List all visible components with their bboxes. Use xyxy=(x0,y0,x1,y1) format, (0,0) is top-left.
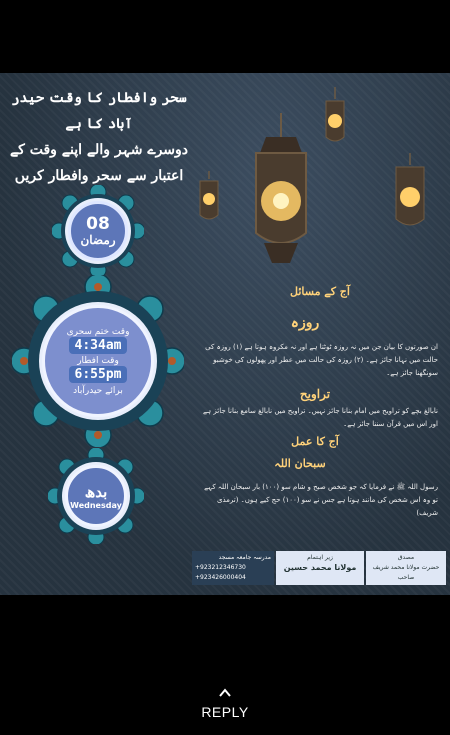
weekday-urdu: بدھ xyxy=(84,482,108,501)
times-medallion xyxy=(12,275,184,447)
lantern-icon xyxy=(322,87,348,157)
headline-line: دوسرے شہر والے اپنے وقت کے xyxy=(9,142,189,158)
iftar-label: وقت افطار xyxy=(77,355,119,366)
taraweeh-text: نابالغ بچے کو تراویح میں امام بنانا جائز نہیں۔ تراویح میں نابالغ سامع بنانا جائز ہے اور اس میں قرآن سننا جائز ہے۔ xyxy=(202,407,438,428)
amal-text: رسول اللہ ﷺ نے فرمایا کہ جو شخص صبح و شام سو (۱۰۰) بار سبحان اللہ کہے تو وہ اس شخص کی مانند ہوتا ہے جس نے سو (۱۰۰) حج کیے ہوں۔ (ترمذی شریف) xyxy=(204,483,438,517)
masail-heading: آج کے مسائل xyxy=(290,285,350,298)
headline-line: سحر وافطار کا وقت حیدر آباد کا ہے xyxy=(11,90,187,132)
footer-verifier-name: حضرت مولانا محمد شریف صاحب xyxy=(372,564,440,581)
reply-label[interactable]: REPLY xyxy=(201,704,249,720)
sehri-time: 4:34am xyxy=(69,337,128,354)
lantern-icon xyxy=(196,171,222,231)
amal-title: سبحان اللہ xyxy=(274,457,326,470)
headline-line: اعتبار سے سحر وافطار کریں xyxy=(14,168,184,184)
iftar-time: 6:55pm xyxy=(69,366,128,383)
day-medallion xyxy=(52,185,144,277)
sehri-label: وقت ختم سحری xyxy=(66,326,130,337)
footer-organizer-box xyxy=(276,551,364,585)
weekday-medallion xyxy=(48,448,144,544)
ramadan-poster-image xyxy=(0,73,450,595)
footer-contact-line: +923426000404 xyxy=(195,574,246,581)
lantern-icon xyxy=(390,153,430,243)
masail-title: روزہ xyxy=(290,315,320,331)
weekday-english: Wednesday xyxy=(70,500,122,510)
reply-button[interactable] xyxy=(0,672,450,735)
footer-verifier-label: مصدق xyxy=(397,554,415,561)
headline xyxy=(8,85,190,189)
ramadan-month-label: رمضان xyxy=(80,233,116,247)
lantern-icon xyxy=(246,113,316,283)
footer-contact-box xyxy=(192,551,274,585)
masail-text: ان صورتوں کا بیان جن میں نہ روزہ ٹوٹتا ہے اور نہ مکروہ ہوتا ہے (۱) روزہ کی حالت میں نہانا جائز ہے۔ (۲) روزہ کی حالت میں عطر اور پھولوں کی خوشبو سونگھنا جائز ہے۔ xyxy=(205,343,438,377)
footer-organizer-name: مولانا محمد حسین xyxy=(283,563,357,572)
footer-verifier-box xyxy=(366,551,446,585)
footer-contact-line: +923212346730 xyxy=(195,564,246,571)
ramadan-day-number: 08 xyxy=(86,214,110,234)
footer-organizer-label: زیر اہتمام xyxy=(307,554,333,561)
footer-contact-line: مدرسہ جامعہ مسجد xyxy=(218,554,271,561)
taraweeh-title: تراویح xyxy=(299,387,331,401)
city-label: برائے حیدرآباد xyxy=(73,385,123,396)
amal-heading: آج کا عمل xyxy=(291,435,339,448)
chevron-up-icon[interactable] xyxy=(218,686,232,700)
